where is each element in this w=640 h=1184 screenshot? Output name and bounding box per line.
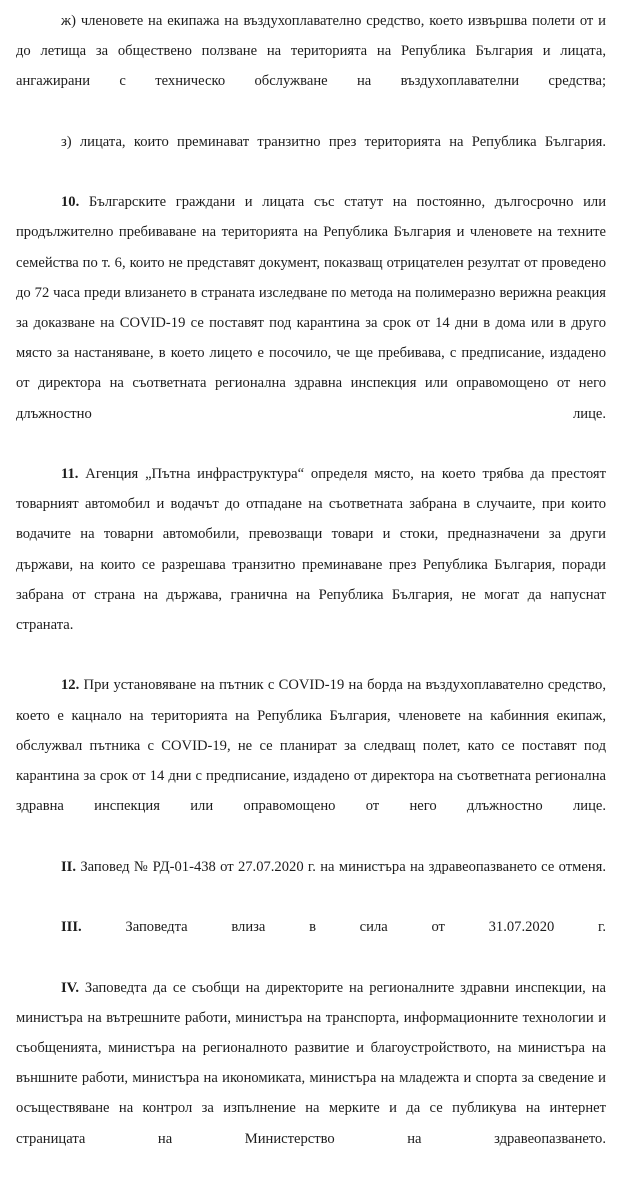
paragraph-text: Заповед № РД-01-438 от 27.07.2020 г. на министъра на здравеопазването се отменя. [76, 858, 606, 875]
paragraph-marker: III. [61, 919, 82, 936]
paragraph-marker: 11. [61, 466, 79, 483]
paragraph-text: Заповедта влиза в сила от 31.07.2020 г. [81, 919, 606, 936]
paragraph-item-z [16, 127, 606, 187]
paragraph-marker: II. [61, 858, 77, 875]
paragraph-text: Българските граждани и лицата със статут на постоянно, дългосрочно или продължително пребиваване на територията на Република България и членовете на техните семейства по т. 6, които не представят документ, показващ отрицателен резултат от проведено до 72 часа преди влизането в страната изследване по метода на полимеразно верижна реакция за доказване на COVID-19 се поставят под карантина за срок от 14 дни в дома или в друго място за настаняване, в което лицето е посочило, че ще пребивава, с предписание, издадено от директора на съответната регионална здравна инспекция или оправомощено от него длъжностно лице. [16, 194, 606, 422]
paragraph-item-12 [16, 670, 606, 851]
paragraph-item-11 [16, 459, 606, 670]
paragraph-text: Заповедта да се съобщи на директорите на регионалните здравни инспекции, на министъра на вътрешните работи, министъра на транспорта, информационните технологии и съобщенията, министъра на регионалното развитие и благоустройството, на министъра на външните работи, министъра на икономиката, министъра на младежта и спорта за сведение и осъществяване на контрол за изпълнение на мерките и да се публикува на интернет страницата на Министерство на здравеопазването. [16, 979, 606, 1147]
paragraph-text: членовете на екипажа на въздухоплавателно средство, което извършва полети от и до летища за обществено ползване на територията на Република България и лицата, ангажирани с техническо обслужване на въздухоплавателни средства; [16, 13, 606, 90]
paragraph-section-iv [16, 973, 606, 1184]
paragraph-text: При установяване на пътник с COVID-19 на борда на въздухоплавателно средство, което е кацнало на територията на Република България, членовете на кабинния екипаж, обслужвал пътника с COVID-19, не се планират за следващ полет, като се поставят под карантина за срок от 14 дни с предписание, издадено от директора на съответната регионална здравна инспекция или оправомощено от него длъжностно лице. [16, 677, 606, 815]
paragraph-text: лицата, които преминават транзитно през територията на Република България. [71, 133, 606, 150]
paragraph-section-iii [16, 912, 606, 972]
paragraph-marker: з) [61, 133, 72, 150]
paragraph-section-ii [16, 852, 606, 912]
paragraph-marker: IV. [61, 979, 79, 996]
paragraph-item-10 [16, 187, 606, 459]
document-body [16, 6, 606, 1184]
paragraph-marker: 12. [61, 677, 80, 694]
paragraph-marker: ж) [61, 13, 76, 29]
paragraph-text: Агенция „Пътна инфраструктура“ определя място, на което трябва да престоят товарният автомобил и водачът до отпадане на съответната забрана в случаите, при които водачите на товарни автомобили, превозващи товари и стоки, предназначени за други държави, на които се разрешава транзитно преминаване през Република България, поради забрана от страна на държава, гранична на Република България, не могат да напуснат страната. [16, 466, 606, 634]
paragraph-marker: 10. [61, 194, 80, 211]
paragraph-item-zh [16, 6, 606, 127]
